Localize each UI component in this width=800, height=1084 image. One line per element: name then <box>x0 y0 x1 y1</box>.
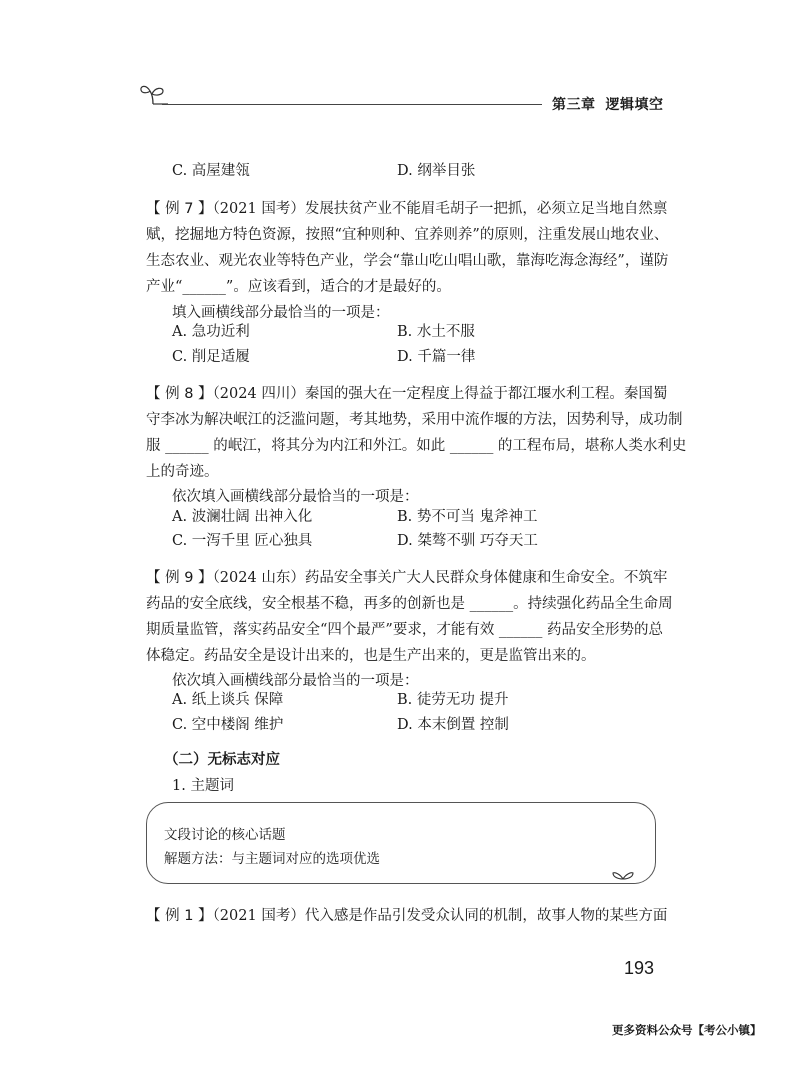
example7-tag: 【 例 7 】 <box>146 201 213 217</box>
footer-note: 更多资料公众号【考公小镇】 <box>612 1023 762 1037</box>
example8-line4: 上的奇迹。 <box>146 464 219 480</box>
header-rule <box>162 104 542 105</box>
chapter-number: 第三章 <box>552 97 596 113</box>
example7-option-c: C. 削足适履 <box>172 349 250 365</box>
chapter-title: 逻辑填空 <box>605 97 664 113</box>
example9-option-b: B. 徒劳无功 提升 <box>397 692 509 708</box>
example8-option-d: D. 桀骜不驯 巧夺天工 <box>397 533 538 549</box>
example1-tag: 【 例 1 】 <box>146 908 213 924</box>
example9-line3: 期质量监管，落实药品安全“四个最严”要求，才能有效 ______ 药品安全形势的总 <box>146 622 664 638</box>
chapter-heading <box>552 94 674 114</box>
example8-line3: 服 ______ 的岷江，将其分为内江和外江。如此 ______ 的工程布局，堪称人类水利史 <box>146 438 687 454</box>
tip-line-2: 解题方法：与主题词对应的选项优选 <box>164 851 380 867</box>
example7-line2: 赋，挖掘地方特色资源，按照“宜种则种、宜养则养”的原则，注重发展山地农业、 <box>146 227 669 243</box>
example8-option-c: C. 一泻千里 匠心独具 <box>172 533 313 549</box>
example9-line1: 【 例 9 】（2024 山东）药品安全事关广大人民群众身体健康和生命安全。不筑牢 <box>146 570 668 586</box>
section-subheading: 1. 主题词 <box>172 778 234 794</box>
example7-option-a: A. 急功近利 <box>172 324 250 340</box>
section-heading: （二）无标志对应 <box>164 752 280 768</box>
leaf-icon <box>612 866 634 880</box>
page-number: 193 <box>624 958 655 978</box>
example9-option-c: C. 空中楼阁 维护 <box>172 717 284 733</box>
example8-tag: 【 例 8 】 <box>146 386 213 402</box>
example9-option-d: D. 本末倒置 控制 <box>397 717 509 733</box>
example7-option-b: B. 水土不服 <box>397 324 475 340</box>
option-d: D. 纲举目张 <box>397 163 476 179</box>
example7-line3: 生态农业、观光农业等特色产业，学会“靠山吃山唱山歌，靠海吃海念海经”，谨防 <box>146 253 669 269</box>
example9-line4: 体稳定。药品安全是设计出来的，也是生产出来的，更是监管出来的。 <box>146 648 596 664</box>
example7-line1: 【 例 7 】（2021 国考）发展扶贫产业不能眉毛胡子一把抓，必须立足当地自然禀 <box>146 201 668 217</box>
example7-line4: 产业“______”。应该看到，适合的才是最好的。 <box>146 279 451 295</box>
example9-tag: 【 例 9 】 <box>146 570 213 586</box>
example9-option-a: A. 纸上谈兵 保障 <box>172 692 284 708</box>
tip-line-1: 文段讨论的核心话题 <box>164 827 286 843</box>
example9-question: 依次填入画横线部分最恰当的一项是： <box>172 673 419 689</box>
example8-line2: 守李冰为解决岷江的泛滥问题，考其地势，采用中流作堰的方法，因势利导，成功制 <box>146 412 683 428</box>
option-c: C. 高屋建瓴 <box>172 163 250 179</box>
example8-question: 依次填入画横线部分最恰当的一项是： <box>172 489 419 505</box>
example8-option-b: B. 势不可当 鬼斧神工 <box>397 509 538 525</box>
example1-line1: 【 例 1 】（2021 国考）代入感是作品引发受众认同的机制，故事人物的某些方面 <box>146 908 668 924</box>
example7-question: 填入画横线部分最恰当的一项是： <box>172 305 390 321</box>
sprout-icon <box>138 82 168 106</box>
example8-option-a: A. 波澜壮阔 出神入化 <box>172 509 313 525</box>
example8-line1: 【 例 8 】（2024 四川）秦国的强大在一定程度上得益于都江堰水利工程。秦国蜀 <box>146 386 668 402</box>
example9-line2: 药品的安全底线，安全根基不稳，再多的创新也是 ______。持续强化药品全生命周 <box>146 596 673 612</box>
example7-option-d: D. 千篇一律 <box>397 349 476 365</box>
tip-box <box>146 802 656 884</box>
